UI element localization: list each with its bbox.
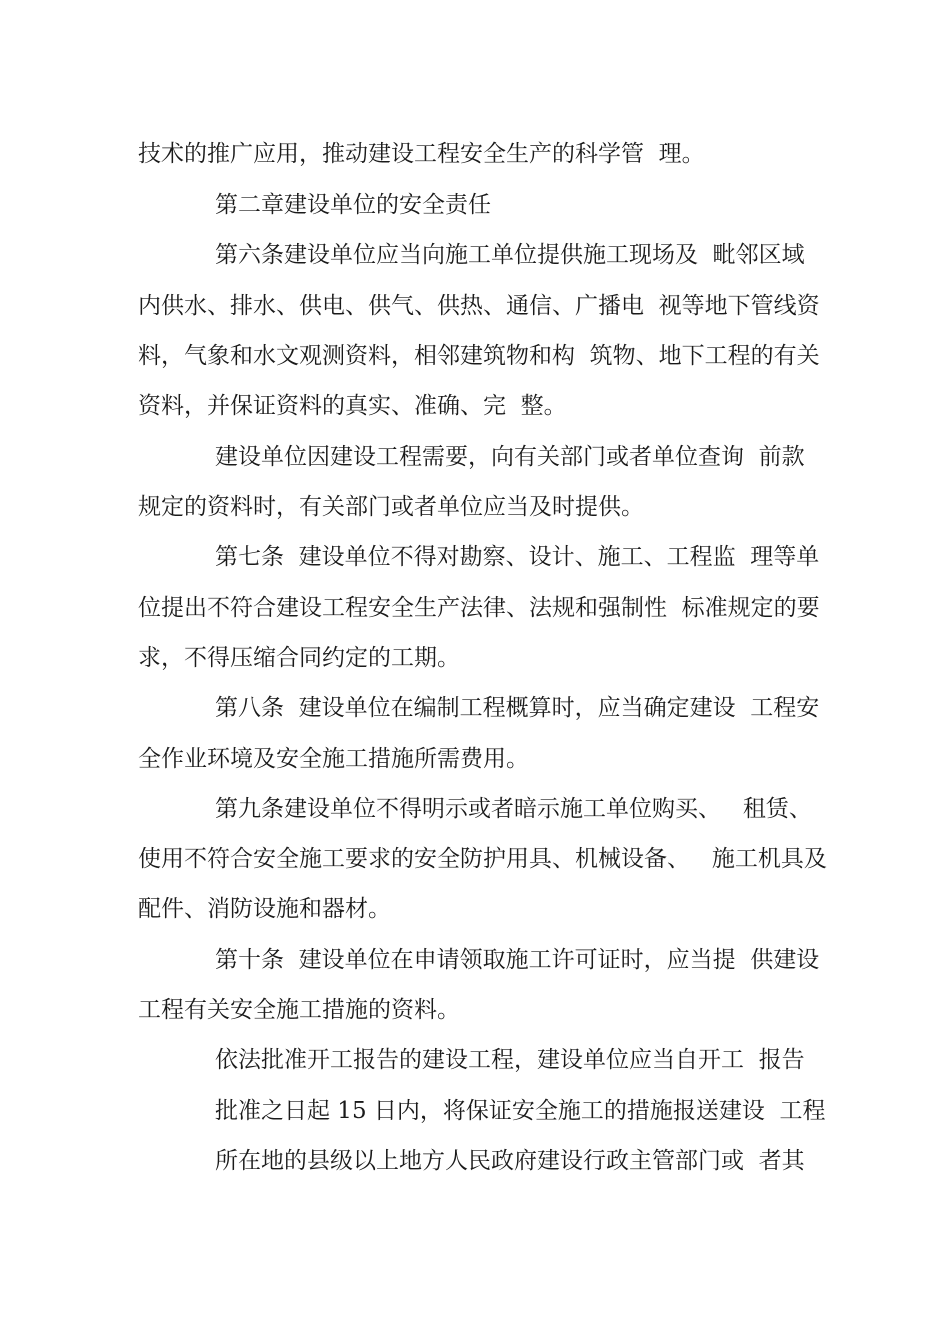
text-line: 位提出不符合建设工程安全生产法律、法规和强制性 标准规定的要 bbox=[138, 595, 820, 621]
text-line: 所在地的县级以上地方人民政府建设行政主管部门或 者其 bbox=[215, 1148, 805, 1174]
text-line: 依法批准开工报告的建设工程，建设单位应当自开工 报告 bbox=[215, 1047, 805, 1073]
text-line: 求，不得压缩合同约定的工期。 bbox=[138, 645, 460, 671]
text-line: 第六条建设单位应当向施工单位提供施工现场及 毗邻区域 bbox=[215, 242, 805, 268]
text-line: 第十条 建设单位在申请领取施工许可证时，应当提 供建设 bbox=[215, 947, 820, 973]
text-line: 批准之日起 15 日内，将保证安全施工的措施报送建设 工程 bbox=[215, 1098, 826, 1124]
text-line: 使用不符合安全施工要求的安全防护用具、机械设备、 施工机具及 bbox=[138, 846, 827, 872]
text-line: 第八条 建设单位在编制工程概算时，应当确定建设 工程安 bbox=[215, 695, 820, 721]
text-line: 第九条建设单位不得明示或者暗示施工单位购买、 租赁、 bbox=[215, 796, 812, 822]
text-line: 料，气象和水文观测资料，相邻建筑物和构 筑物、地下工程的有关 bbox=[138, 343, 820, 369]
text-line: 全作业环境及安全施工措施所需费用。 bbox=[138, 746, 529, 772]
text-line: 技术的推广应用，推动建设工程安全生产的科学管 理。 bbox=[138, 141, 705, 167]
text-line: 内供水、排水、供电、供气、供热、通信、广播电 视等地下管线资 bbox=[138, 293, 820, 319]
text-line: 建设单位因建设工程需要，向有关部门或者单位查询 前款 bbox=[215, 444, 805, 470]
text-line: 规定的资料时，有关部门或者单位应当及时提供。 bbox=[138, 494, 644, 520]
text-line: 第七条 建设单位不得对勘察、设计、施工、工程监 理等单 bbox=[215, 544, 820, 570]
text-line: 配件、消防设施和器材。 bbox=[138, 896, 391, 922]
text-line: 工程有关安全施工措施的资料。 bbox=[138, 997, 460, 1023]
text-line: 资料，并保证资料的真实、准确、完 整。 bbox=[138, 393, 567, 419]
chapter-heading: 第二章建设单位的安全责任 bbox=[215, 192, 491, 218]
